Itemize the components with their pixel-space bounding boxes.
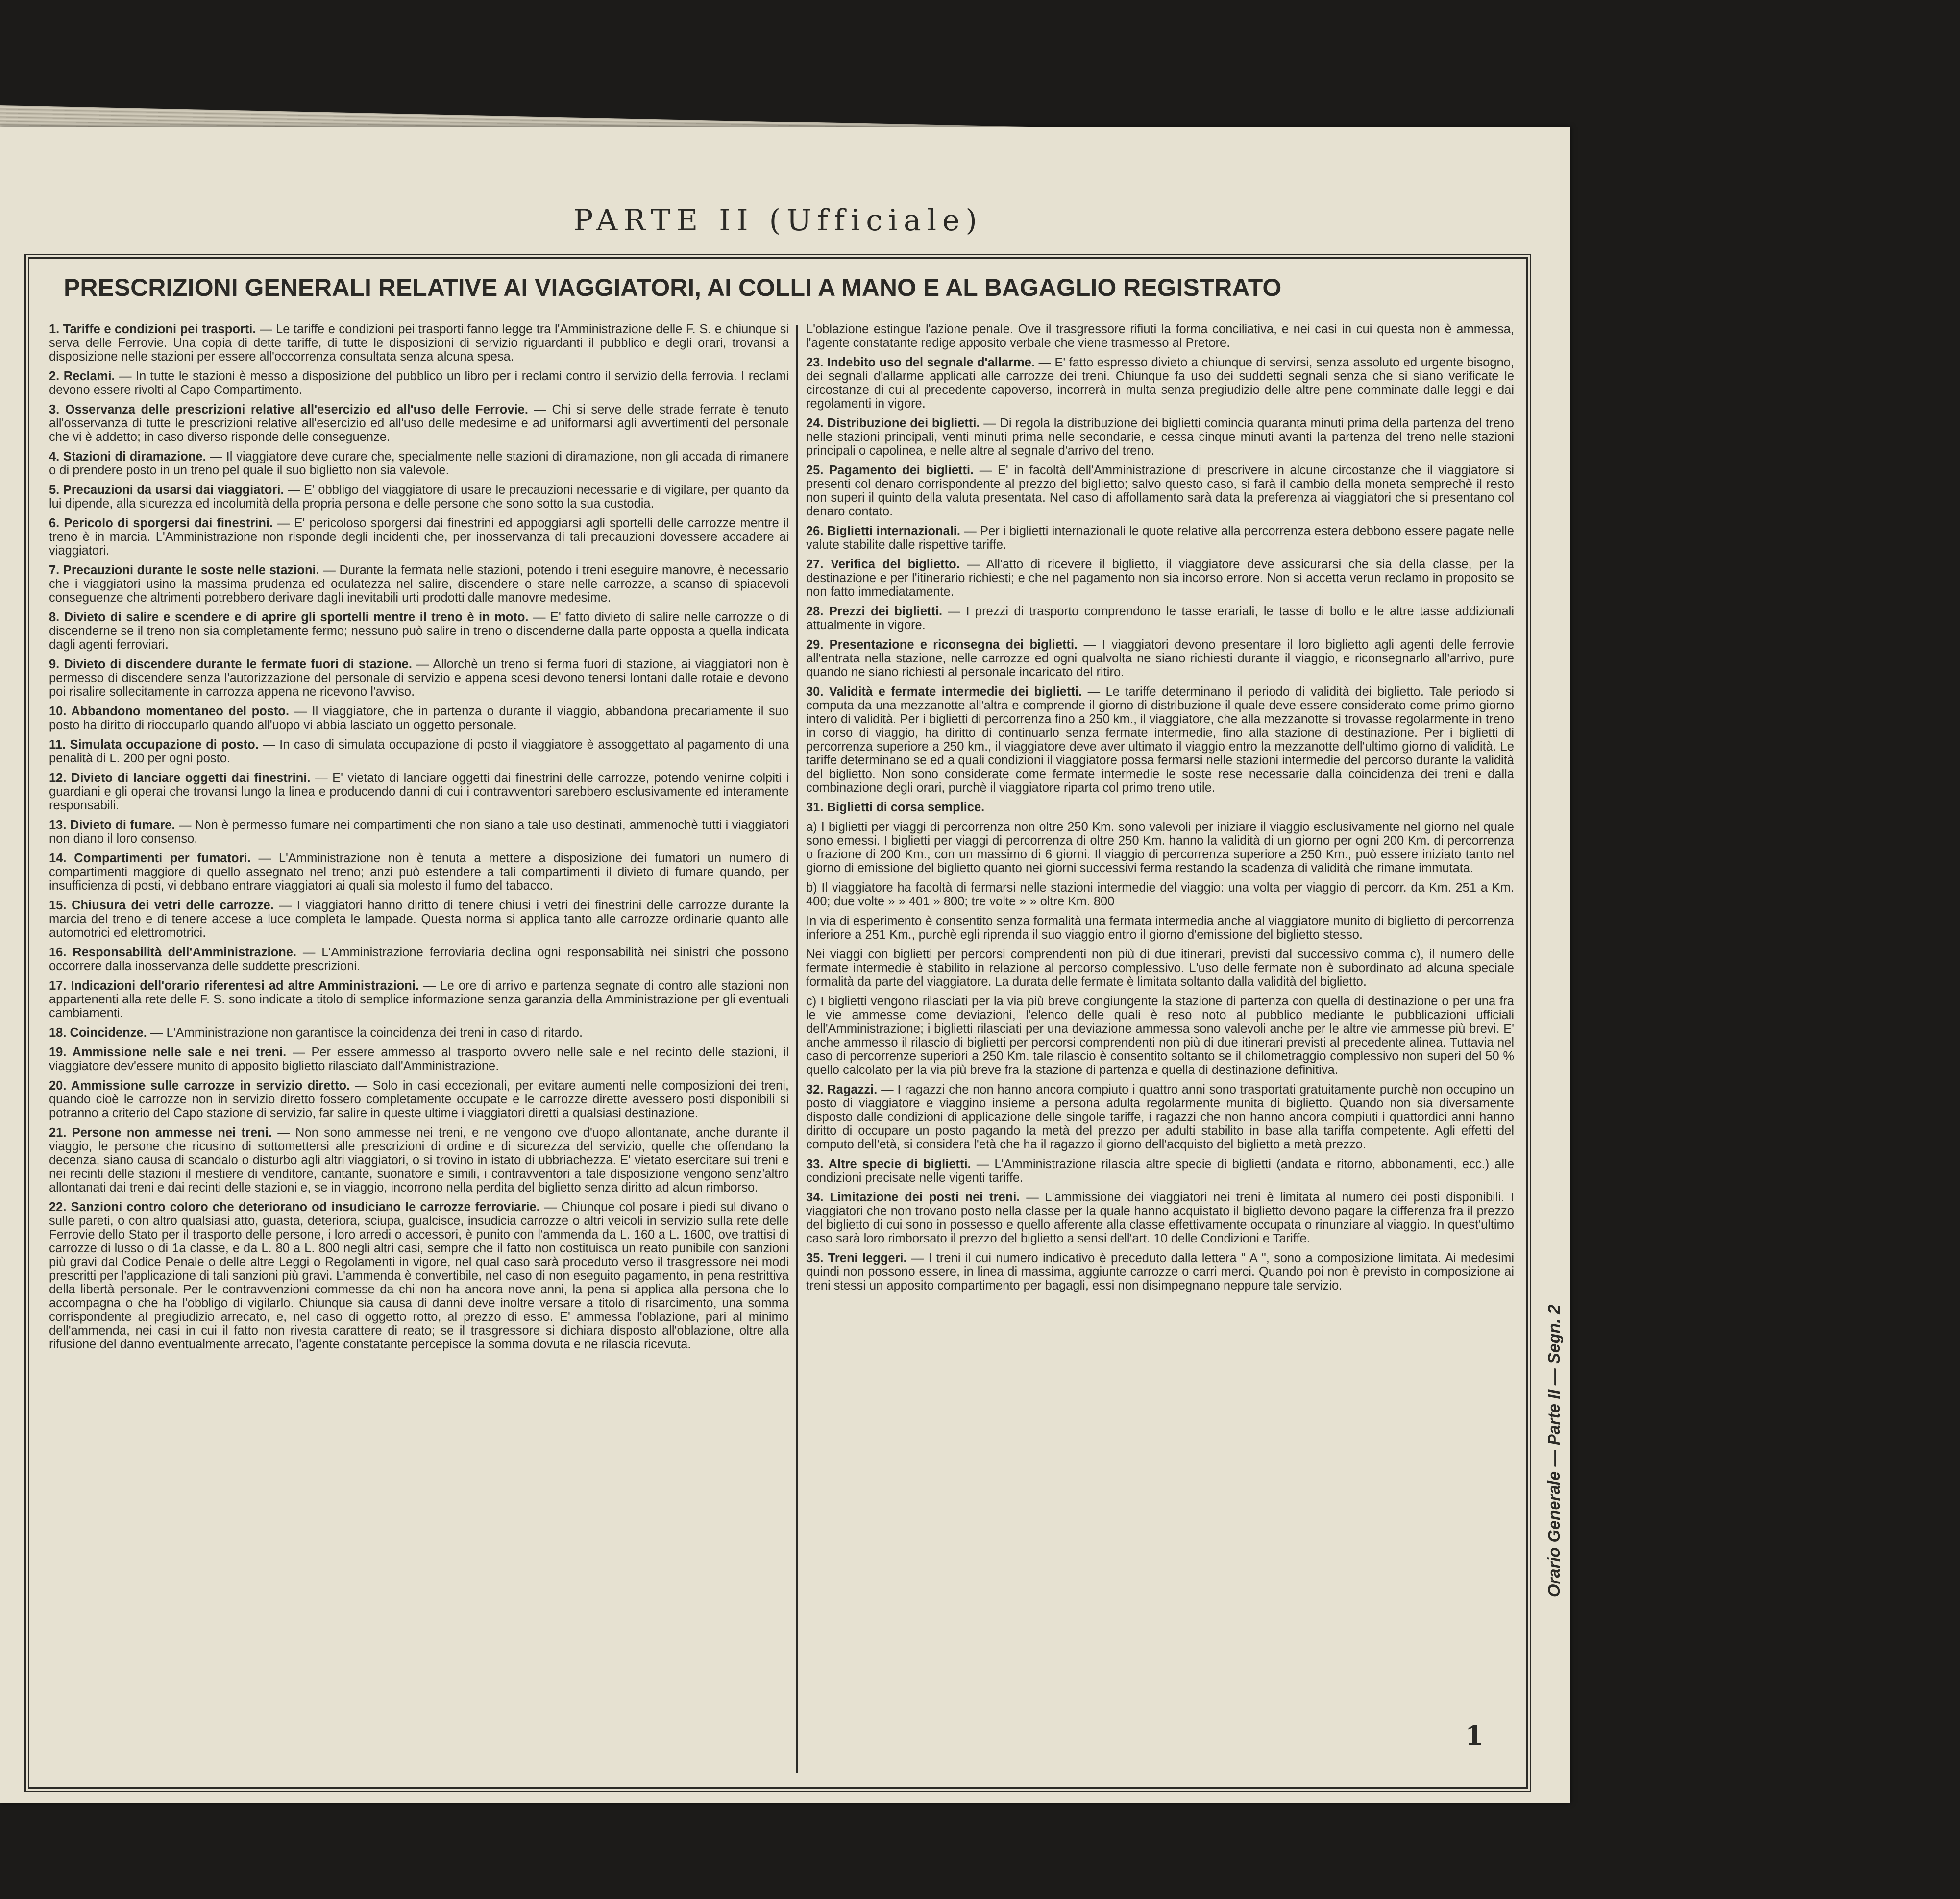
paragraph-title: 3. Osservanza delle prescrizioni relative all'esercizio ed all'uso delle Ferrovie.: [49, 403, 528, 416]
paragraph-text: — I viaggiatori hanno diritto di tenere chiusi i vetri dei finestrini delle carrozze durante la marcia del treno e di tenere accese a luce completa le lampade. Questa norma si applica tanto alle carrozze ordinarie quanto alle automotrici ed elettromotrici.: [49, 899, 789, 940]
paragraph-text: — Chiunque col posare i piedi sul divano o sulle pareti, o con altro qualsiasi atto, guasta, deteriora, sciupa, gualcisce, insudicia carrozze o altri veicoli in servizio sulla rete delle Ferrovie dello Stato per il trasporto delle persone, i loro arredi o accessori, è punito con l'ammenda da L. 160 a L. 1600, ove trattisi di carrozze di lusso o di 1a classe, e da L. 80 a L. 800 negli altri casi, sempre che il fatto non costituisca un reato punibile con sanzioni più gravi dal Codice Penale o delle altre Leggi o Regolamenti in vigore, nel qual caso sarà proceduto verso il trasgressore nei modi prescritti per l'applicazione di tali sanzioni più gravi. L'ammenda è convertibile, nel caso di non eseguito pagamento, in pena restrittiva della libertà personale. Per le contravvenzioni commesse da chi non ha ancora nove anni, la pena si applica alla persona che lo accompagna o che ha l'obbligo di vigilarlo. Chiunque sia causa di danni deve inoltre versare a titolo di risarcimento, una somma corrispondente al pregiudizio arrecato, e, nel caso di oggetto rotto, al prezzo di esso. E' ammessa l'oblazione, pari al minimo dell'ammenda, nei casi in cui il fatto non rivesta carattere di reato; se il trasgressore si dichiara disposto all'oblazione, oltre alla rifusione del danno eventualmente arrecato, l'agente constatante percepisce la somma dovuta e ne rilascia ricevuta.: [49, 1200, 789, 1351]
paragraph: [806, 801, 1514, 814]
paragraph-text: — L'Amministrazione non garantisce la coincidenza dei treni in caso di ritardo.: [150, 1026, 583, 1040]
paragraph-title: 20. Ammissione sulle carrozze in servizio diretto.: [49, 1079, 350, 1093]
paragraph-text: b) Il viaggiatore ha facoltà di fermarsi nelle stazioni intermedie del viaggio: una volta per viaggio di percorr. da Km. 251 a Km. 400; due volte » » 401 » 800; tre volte » » oltre Km. 800: [806, 881, 1514, 908]
paragraph: [49, 369, 789, 397]
document-page: [0, 127, 1570, 1803]
paragraph-title: 18. Coincidenze.: [49, 1026, 147, 1040]
paragraph-text: — E' in facoltà dell'Amministrazione di prescrivere in alcune circostanze che il viaggiatore si presenti col denaro corrispondente al prezzo del biglietto; salvo questo caso, si farà il cambio della moneta semprechè il resto non superi il quinto della valuta presentata. Nel caso di affollamento sarà data la preferenza ai viaggiatori che si presentano col denaro contato.: [806, 463, 1514, 518]
right-column: [806, 322, 1514, 1777]
paragraph: [806, 685, 1514, 795]
side-label: [1528, 1195, 1564, 1597]
paragraph: [49, 563, 789, 605]
paragraph-text: — E' obbligo del viaggiatore di usare le precauzioni necessarie e di vigilare, per quanto da lui dipende, alla sicurezza ed incolumità della propria persona e delle persone che sono sotto la sua custodia.: [49, 483, 789, 511]
paragraph-text: — I ragazzi che non hanno ancora compiuto i quattro anni sono trasportati gratuitamente purchè non occupino un posto di viaggiatore e viaggino insieme a persona adulta regolarmente munita di biglietto. Quando non sia diversamente disposto dalle condizioni di applicazione delle singole tariffe, i ragazzi che non hanno ancora compiuti i quattordici anni hanno diritto di occupare un posto pagando la metà del prezzo per adulti stabilito in base alla tariffa competente. Agli effetti del computo dell'età, si considera l'età che ha il ragazzo il giorno dell'acquisto del biglietto a metà prezzo.: [806, 1083, 1514, 1151]
paragraph-title: 15. Chiusura dei vetri delle carrozze.: [49, 899, 274, 912]
paragraph: [49, 818, 789, 846]
content-frame: [24, 254, 1531, 1792]
paragraph: [806, 1251, 1514, 1292]
paragraph-title: 21. Persone non ammesse nei treni.: [49, 1126, 272, 1140]
paragraph-text: — Le tariffe e condizioni pei trasporti fanno legge tra l'Amministrazione delle F. S. e chiunque si serva delle Ferrovie. Una copia di dette tariffe, di tutte le disposizioni di servizio riguardanti il pubblico e degli orari, trovansi a disposizione nelle stazioni per essere all'occorrenza consultata senza alcuna spesa.: [49, 322, 789, 364]
paragraph-text: — E' vietato di lanciare oggetti dai finestrini delle carrozze, potendo venirne colpiti i guardiani e gli operai che trovansi lungo la linea e producendo danni di cui i contravventori sarebbero esclusivamente ed interamente responsabili.: [49, 771, 789, 812]
paragraph-title: 34. Limitazione dei posti nei treni.: [806, 1191, 1020, 1204]
paragraph: [806, 605, 1514, 632]
paragraph-title: 11. Simulata occupazione di posto.: [49, 738, 259, 752]
left-column: [49, 322, 789, 1777]
paragraph: [806, 638, 1514, 679]
paragraph-title: 23. Indebito uso del segnale d'allarme.: [806, 356, 1035, 369]
paragraph-title: 17. Indicazioni dell'orario riferentesi ad altre Amministrazioni.: [49, 979, 419, 993]
paragraph: [806, 1191, 1514, 1245]
paragraph-text: — E' fatto espresso divieto a chiunque di servirsi, senza assoluto ed urgente bisogno, dei segnali d'allarme applicati alle carrozze dei treni. Chiunque fa uso dei suddetti segnali senza che si siano verificate le circostanze di cui al precedente capoverso, incorrerà in multa senza pregiudizio delle altre pene comminate dalle leggi e dai regolamenti in vigore.: [806, 356, 1514, 411]
paragraph-title: 31. Biglietti di corsa semplice.: [806, 801, 985, 814]
paragraph-text: — Le ore di arrivo e partenza segnate di contro alle stazioni non appartenenti alla rete delle F. S. sono indicate a titolo di semplice informazione senza garanzia della Amministrazione per gli eventuali cambiamenti.: [49, 979, 789, 1020]
paragraph: [49, 705, 789, 732]
paragraph: [49, 1046, 789, 1073]
paragraph: [806, 914, 1514, 942]
paragraph-text: — In caso di simulata occupazione di posto il viaggiatore è assoggettato al pagamento di una penalità di L. 200 per ogni posto.: [49, 738, 789, 765]
page-number: 1: [1465, 1720, 1484, 1751]
side-label-text: Orario Generale — Parte II — Segn. 2: [1545, 1304, 1564, 1597]
paragraph: [49, 516, 789, 558]
paragraph-title: 28. Prezzi dei biglietti.: [806, 605, 943, 618]
paragraph-title: 2. Reclami.: [49, 369, 115, 383]
paragraph-text: — Allorchè un treno si ferma fuori di stazione, ai viaggiatori non è permesso di discendere senza l'autorizzazione del personale di servizio e appena scesi devono tenersi lontani dalle rotaie e devono poi risalire sollecitamente in carrozza appena ne ricevono l'avviso.: [49, 657, 789, 699]
paragraph-title: 5. Precauzioni da usarsi dai viaggiatori.: [49, 483, 284, 497]
paragraph-text: — Chi si serve delle strade ferrate è tenuto all'osservanza di tutte le prescrizioni relative all'esercizio ed all'uso delle medesime e ad uniformarsi agli avvertimenti del personale che vi è addetto; in caso diverso risponde delle conseguenze.: [49, 403, 789, 444]
paragraph-text: Nei viaggi con biglietti per percorsi comprendenti non più di due itinerari, previsti dal successivo comma c), il numero delle fermate intermedie è stabilito in relazione al percorso complessivo. L'uso delle fermate non è subordinato ad alcuna speciale formalità da parte del viaggiatore. La durata delle fermate è limitata soltanto dalla validità del biglietto.: [806, 948, 1514, 989]
main-heading: PRESCRIZIONI GENERALI RELATIVE AI VIAGGIATORI, AI COLLI A MANO E AL BAGAGLIO REGISTRATO: [64, 274, 1282, 301]
paragraph-title: 27. Verifica del biglietto.: [806, 558, 960, 571]
paragraph-text: — Durante la fermata nelle stazioni, potendo i treni eseguire manovre, è necessario che i viaggiatori usino la massima prudenza ed oculatezza nel salire, discendere o stare nelle carrozze, a scanso di spiacevoli conseguenze che altrimenti potrebbero derivare dagli inevitabili urti prodotti dalle manovre medesime.: [49, 563, 789, 605]
paragraph: [49, 657, 789, 699]
paragraph-text: — E' pericoloso sporgersi dai finestrini ed appoggiarsi agli sportelli delle carrozze mentre il treno è in marcia. L'Amministrazione non risponde degli incidenti che, per inosservanza di tali precauzioni dovessere accadere ai viaggiatori.: [49, 516, 789, 558]
paragraph-title: 16. Responsabilità dell'Amministrazione.: [49, 946, 297, 959]
paragraph: [806, 995, 1514, 1077]
paragraph: [806, 1157, 1514, 1185]
paragraph-text: — E' fatto divieto di salire nelle carrozze o di discenderne se il treno non sia completamente fermo; nessuno può salire in treno o discenderne dalla parte opposta a quella indicata dagli agenti ferroviari.: [49, 610, 789, 652]
paragraph-text: — Solo in casi eccezionali, per evitare aumenti nelle composizioni dei treni, quando cioè le carrozze non in servizio diretto fossero completamente occupate e le carrozze dirette avessero posti disponibili si potranno a criterio del Capo stazione di servizio, far salire in queste ultime i viaggiatori diretti a qualsiasi destinazione.: [49, 1079, 789, 1120]
paragraph-text: — I prezzi di trasporto comprendono le tasse erariali, le tasse di bollo e le altre tasse addizionali attualmente in vigore.: [806, 605, 1514, 632]
paragraph-title: 29. Presentazione e riconsegna dei biglietti.: [806, 638, 1078, 652]
paragraph: [49, 946, 789, 973]
paragraph: [49, 450, 789, 477]
paragraph-text: — Le tariffe determinano il periodo di validità dei biglietto. Tale periodo si computa da una mezzanotte all'altra e comprende il giorno di distribuzione il quale deve essere considerato come primo giorno intero di validità. Per i biglietti di percorrenza fino a 250 km., il viaggiatore, che alla mezzanotte si trovasse regolarmente in treno in corso di viaggio, ha diritto di continuarlo senza fermate intermedie, fino alla stazione di destinazione. Per i biglietti di percorrenza superiore a 250 km., il viaggiatore deve aver ultimato il viaggio entro la mezzanotte dell'ultimo giorno di validità. Le tariffe determinano se ed a quali condizioni il viaggiatore possa fermarsi nelle stazioni intermedie del percorso durante la validità del biglietto. Non sono considerate come fermate intermedie le soste rese necessarie dalla coincidenza dei treni e dalla combinazione degli orari, purchè il viaggiatore riparta col primo treno utile.: [806, 685, 1514, 795]
paragraph-title: 13. Divieto di fumare.: [49, 818, 175, 832]
paragraph: [49, 1126, 789, 1194]
paragraph-title: 4. Stazioni di diramazione.: [49, 450, 206, 463]
paragraph-text: In via di esperimento è consentito senza formalità una fermata intermedia anche al viaggiatore munito di biglietto di percorrenza inferiore a 251 Km., purchè egli riprenda il suo viaggio entro il giorno d'emissione del biglietto stesso.: [806, 914, 1514, 942]
paragraph-text: — Di regola la distribuzione dei biglietti comincia quaranta minuti prima della partenza del treno nelle stazioni principali, venti minuti prima nelle secondarie, e cessa cinque minuti avanti la partenza del treno nelle stazioni principali o capolinea, e nelle altre al segnale d'arrivo del treno.: [806, 416, 1514, 458]
paragraph-text: — Il viaggiatore deve curare che, specialmente nelle stazioni di diramazione, non gli accada di rimanere o di prendere posto in un treno pel quale il suo biglietto non sia valevole.: [49, 450, 789, 477]
paragraph-text: — Non è permesso fumare nei compartimenti che non siano a tale uso destinati, ammenochè tutti i viaggiatori non diano il loro consenso.: [49, 818, 789, 846]
paragraph-text: — All'atto di ricevere il biglietto, il viaggiatore deve assicurarsi che sia della classe, per la destinazione e per l'itinerario richiesti; e che nel pagamento non sia incorso errore. Non si accetta verun reclamo in proposito se non fatto immediatamente.: [806, 558, 1514, 599]
paragraph: [49, 1026, 789, 1040]
paragraph-title: 7. Precauzioni durante le soste nelle stazioni.: [49, 563, 319, 577]
paragraph: [806, 1083, 1514, 1151]
paragraph-text: c) I biglietti vengono rilasciati per la via più breve congiungente la stazione di partenza con quella di destinazione o per una fra le vie ammesse come deviazioni, l'elenco delle quali è reso noto al pubblico mediante le pubblicazioni ufficiali dell'Amministrazione; i biglietti rilasciati per una deviazione ammessa sono valevoli anche per le altre vie ammesse più brevi. E' anche ammesso il rilascio di biglietti per percorsi comprendenti non più di due itinerari previsti al precedente alinea. Tuttavia nel caso di percorrenze superiori a 250 Km. tale rilascio è consentito soltanto se il chilometraggio complessivo non superi del 50 % quello calcolato per la via più breve fra la stazione di partenza e quella di destinazione definitiva.: [806, 995, 1514, 1077]
paragraph-text: — Non sono ammesse nei treni, e ne vengono ove d'uopo allontanate, anche durante il viaggio, le persone che ricusino di sottomettersi alle prescrizioni di ordine e di sicurezza del servizio, quelle che offendano la decenza, siano causa di scandalo o disturbo agli altri viaggiatori, o si trovino in istato di ubbriachezza. E' vietato esercitare sui treni e nei recinti delle stazioni il mestiere di venditore, cantante, suonatore e simili, i contravventori a tale disposizione vengono senz'altro allontanati dai treni e dai recinti delle stazioni e, se in viaggio, incorrono nella perdita del biglietto senza diritto ad alcun rimborso.: [49, 1126, 789, 1194]
paragraph: [806, 463, 1514, 518]
paragraph-title: 1. Tariffe e condizioni pei trasporti.: [49, 322, 256, 336]
paragraph: [49, 322, 789, 364]
paragraph-text: — L'Amministrazione ferroviaria declina ogni responsabilità nei sinistri che possono occorrere dalla inosservanza delle suddette prescrizioni.: [49, 946, 789, 973]
paragraph: [806, 820, 1514, 875]
paragraph: [806, 524, 1514, 552]
paragraph-title: 8. Divieto di salire e scendere e di aprire gli sportelli mentre il treno è in moto.: [49, 610, 529, 624]
paragraph-title: 35. Treni leggeri.: [806, 1251, 907, 1265]
paragraph-text: — Per i biglietti internazionali le quote relative alla percorrenza estera debbono essere pagate nelle valute stabilite dalle rispettive tariffe.: [806, 524, 1514, 552]
paragraph-title: 26. Biglietti internazionali.: [806, 524, 960, 538]
paragraph-title: 6. Pericolo di sporgersi dai finestrini.: [49, 516, 273, 530]
paragraph: [49, 899, 789, 940]
paragraph-title: 30. Validità e fermate intermedie dei biglietti.: [806, 685, 1082, 699]
paragraph: [49, 403, 789, 444]
paragraph-text: a) I biglietti per viaggi di percorrenza non oltre 250 Km. sono valevoli per iniziare il viaggio esclusivamente nel giorno nel quale sono emessi. I biglietti per viaggi di percorrenza di oltre 250 Km. hanno la validità di un giorno per ogni 200 Km. di percorrenza o frazione di 200 Km., con un massimo di 6 giorni. Il viaggio di percorrenza superiore a 250 Km., può essere iniziato tanto nel giorno di emissione del biglietto quanto nei giorni successivi ferma restando la scadenza di validità che rimane immutata.: [806, 820, 1514, 875]
paragraph-text: — L'Amministrazione non è tenuta a mettere a disposizione dei fumatori un numero di compartimenti maggiore di quello assegnato nel treno; anzi può estendere a tali compartimenti il divieto di fumare quando, per insufficienza di posti, vi debbano entrare viaggiatori ai quali sia molesto il fumo del tabacco.: [49, 852, 789, 893]
paragraph: [49, 979, 789, 1020]
paragraph-title: 22. Sanzioni contro coloro che deteriorano od insudiciano le carrozze ferroviarie.: [49, 1200, 540, 1214]
paragraph-text: L'oblazione estingue l'azione penale. Ove il trasgressore rifiuti la forma conciliativa, e nei casi in cui questa non è ammessa, l'agente constatante redige apposito verbale che viene trasmesso al Pretore.: [806, 322, 1514, 350]
paragraph-title: 10. Abbandono momentaneo del posto.: [49, 705, 290, 718]
paragraph: [806, 356, 1514, 411]
paragraph: [49, 1079, 789, 1120]
paragraph-text: — I viaggiatori devono presentare il loro biglietto agli agenti delle ferrovie all'entrata nella stazione, nelle carrozze ed ogni qualvolta ne siano richiesti durante il viaggio, e riconsegnarlo all'arrivo, pure quando ne siano richiesti al personale incaricato del ritiro.: [806, 638, 1514, 679]
paragraph: [49, 1200, 789, 1351]
paragraph-title: 24. Distribuzione dei biglietti.: [806, 416, 980, 430]
paragraph: [49, 852, 789, 893]
part-title: PARTE II (Ufficiale): [573, 203, 983, 238]
paragraph: [806, 322, 1514, 350]
paragraph-title: 33. Altre specie di biglietti.: [806, 1157, 971, 1171]
paragraph-text: — I treni il cui numero indicativo è preceduto dalla lettera " A ", sono a composizione limitata. Ai medesimi quindi non possono essere, in linea di massima, aggiunte carrozze o carri merci. Quando poi non è previsto in composizione ai treni stessi un apposito compartimento per bagagli, essi non disimpegnano neppure tale servizio.: [806, 1251, 1514, 1292]
paragraph-title: 9. Divieto di discendere durante le fermate fuori di stazione.: [49, 657, 412, 671]
paragraph-title: 32. Ragazzi.: [806, 1083, 878, 1096]
paragraph-title: 25. Pagamento dei biglietti.: [806, 463, 974, 477]
paragraph-text: — Per essere ammesso al trasporto ovvero nelle sale e nel recinto delle stazioni, il viaggiatore dev'essere munito di apposito biglietto rilasciato dall'Amministrazione.: [49, 1046, 789, 1073]
paragraph-title: 14. Compartimenti per fumatori.: [49, 852, 251, 865]
paragraph: [49, 483, 789, 511]
paragraph: [806, 558, 1514, 599]
paragraph-text: — In tutte le stazioni è messo a disposizione del pubblico un libro per i reclami contro il servizio della ferrovia. I reclami devono essere rivolti al Capo Compartimento.: [49, 369, 789, 397]
paragraph: [806, 881, 1514, 908]
paragraph-title: 12. Divieto di lanciare oggetti dai finestrini.: [49, 771, 311, 785]
paragraph: [806, 948, 1514, 989]
column-divider: [796, 325, 798, 1773]
paragraph-text: — L'ammissione dei viaggiatori nei treni è limitata al numero dei posti disponibili. I viaggiatori che non trovano posto nella classe per la quale hanno acquistato il biglietto devono pagare la differenza fra il prezzo del biglietto di cui sono in possesso e quello afferente alla classe effettivamente occupata o rinunziare al viaggio. In quest'ultimo caso sarà loro rimborsato il prezzo del biglietto a sensi dell'art. 10 delle Condizioni e Tariffe.: [806, 1191, 1514, 1245]
paragraph-text: — L'Amministrazione rilascia altre specie di biglietti (andata e ritorno, abbonamenti, ecc.) alle condizioni precisate nelle vigenti tariffe.: [806, 1157, 1514, 1185]
paragraph-title: 19. Ammissione nelle sale e nei treni.: [49, 1046, 287, 1059]
paragraph-text: — Il viaggiatore, che in partenza o durante il viaggio, abbandona precariamente il suo posto ha diritto di rioccuparlo quando all'uopo vi abbia lasciato un oggetto personale.: [49, 705, 789, 732]
paragraph: [49, 771, 789, 812]
paragraph: [806, 416, 1514, 458]
paragraph: [49, 738, 789, 765]
paragraph: [49, 610, 789, 652]
